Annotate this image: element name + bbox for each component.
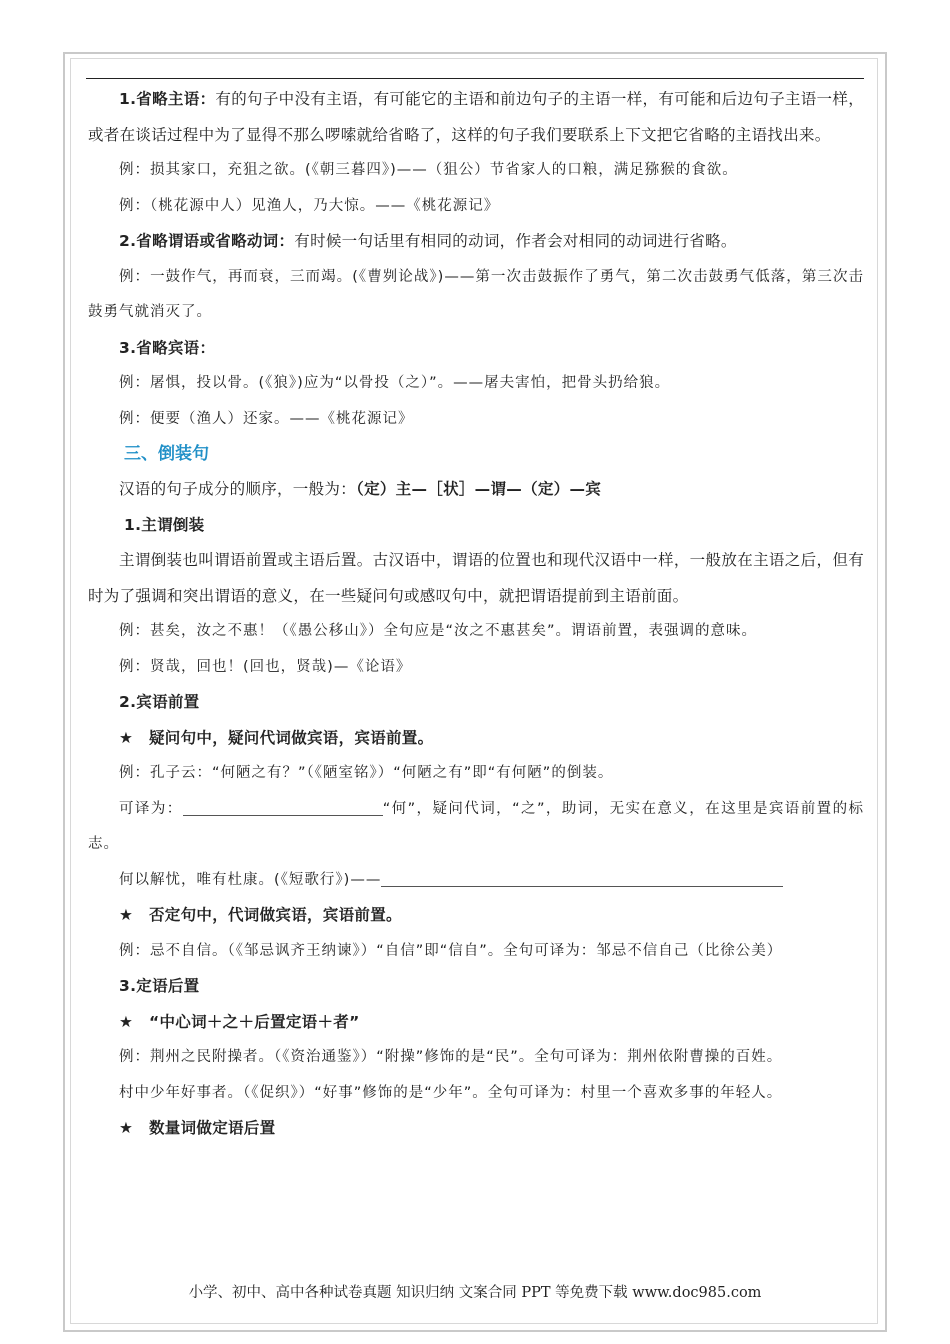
example-line: 例：一鼓作气，再而衰，三而竭。(《曹刿论战》)——第一次击鼓振作了勇气，第二次击鼓勇气低落，第三次击鼓勇气就消灭了。 [88, 268, 864, 320]
example-line: 例：荆州之民附操者。（《资治通鉴》）“附操”修饰的是“民”。全句可译为：荆州依附曹操的百姓。 [119, 1049, 783, 1065]
inversion-explanation: 主谓倒装也叫谓语前置或主语后置。古汉语中，谓语的位置也和现代汉语中一样，一般放在主语之后，但有时为了强调和突出谓语的意义，在一些疑问句或感叹句中，就把谓语提前到主语前面。 [88, 551, 864, 605]
example-line: 村中少年好事者。（《促织》）“好事”修饰的是“少年”。全句可译为：村里一个喜欢多事的年轻人。 [119, 1084, 783, 1101]
star-point-negation: ★ 否定句中，代词做宾语，宾语前置。 [119, 906, 402, 924]
star-point-numeral: ★ 数量词做定语后置 [119, 1119, 276, 1137]
section-heading-inversion: 三、倒装句 [124, 444, 209, 464]
translation-fill-line: 可译为： “何”，疑问代词，“之”，助词，无实在意义，在这里是宾语前置的标志。 [88, 800, 865, 852]
omit-object-heading: 3.省略宾语： [119, 338, 216, 357]
object-preposing-heading: 2.宾语前置 [119, 693, 200, 711]
subject-predicate-inversion-heading: 1.主谓倒装 [124, 515, 205, 534]
example-line: 例：甚矣，汝之不惠！（《愚公移山》）全句应是“汝之不惠甚矣”。谓语前置，表强调的意味。 [119, 623, 758, 639]
example-line: 例：便要（渔人）还家。——《桃花源记》 [119, 410, 414, 427]
omit-subject-heading: 1.省略主语： [119, 90, 216, 108]
footer-text: 小学、初中、高中各种试卷真题 知识归纳 文案合同 PPT 等免费下载 www.doc985.com [188, 1285, 762, 1301]
translation-fill-line: 何以解忧，唯有杜康。(《短歌行》)—— [88, 863, 864, 899]
example-line: 例：忌不自信。（《邹忌讽齐王纳谏》）“自信”即“信自”。全句可译为：邹忌不信自己（比徐公美） [119, 942, 783, 959]
example-line: 例：（桃花源中人）见渔人，乃大惊。——《桃花源记》 [119, 197, 500, 214]
document-body [88, 82, 864, 1147]
header-rule [86, 78, 864, 79]
omit-object-paragraph [88, 331, 864, 367]
answer-blank[interactable] [381, 870, 783, 887]
answer-blank[interactable] [183, 799, 383, 816]
omit-predicate-heading: 2.省略谓语或省略动词： [119, 232, 295, 250]
example-line: 例：损其家口，充狙之欲。(《朝三暮四》)——（狙公）节省家人的口粮，满足猕猴的食欲。 [119, 162, 738, 178]
example-line: 例：屠惧，投以骨。(《狼》)应为“以骨投（之）”。——屠夫害怕，把骨头扔给狼。 [119, 375, 671, 391]
omit-predicate-paragraph: 2.省略谓语或省略动词：有时候一句话里有相同的动词，作者会对相同的动词进行省略。 [119, 232, 737, 250]
omit-subject-paragraph: 1.省略主语：有的句子中没有主语，有可能它的主语和前边句子的主语一样，有可能和后边句子主语一样，或者在谈话过程中为了显得不那么啰嗦就给省略了，这样的句子我们要联系上下文把它省略的主语找出来。 [88, 90, 864, 144]
example-line: 例：孔子云：“何陋之有？”（《陋室铭》）“何陋之有”即“有何陋”的倒装。 [119, 765, 614, 781]
attributive-postposing-heading: 3.定语后置 [119, 977, 200, 995]
star-point-zhe-pattern: ★ “中心词＋之＋后置定语＋者” [119, 1012, 360, 1031]
star-point-question: ★ 疑问句中，疑问代词做宾语，宾语前置。 [119, 728, 434, 747]
word-order-paragraph: 汉语的句子成分的顺序，一般为：（定）主—［状］—谓—（定）—宾 [119, 480, 602, 498]
word-order-formula: （定）主—［状］—谓—（定）—宾 [356, 480, 602, 498]
example-line: 例：贤哉，回也！(回也，贤哉)—《论语》 [119, 658, 412, 675]
